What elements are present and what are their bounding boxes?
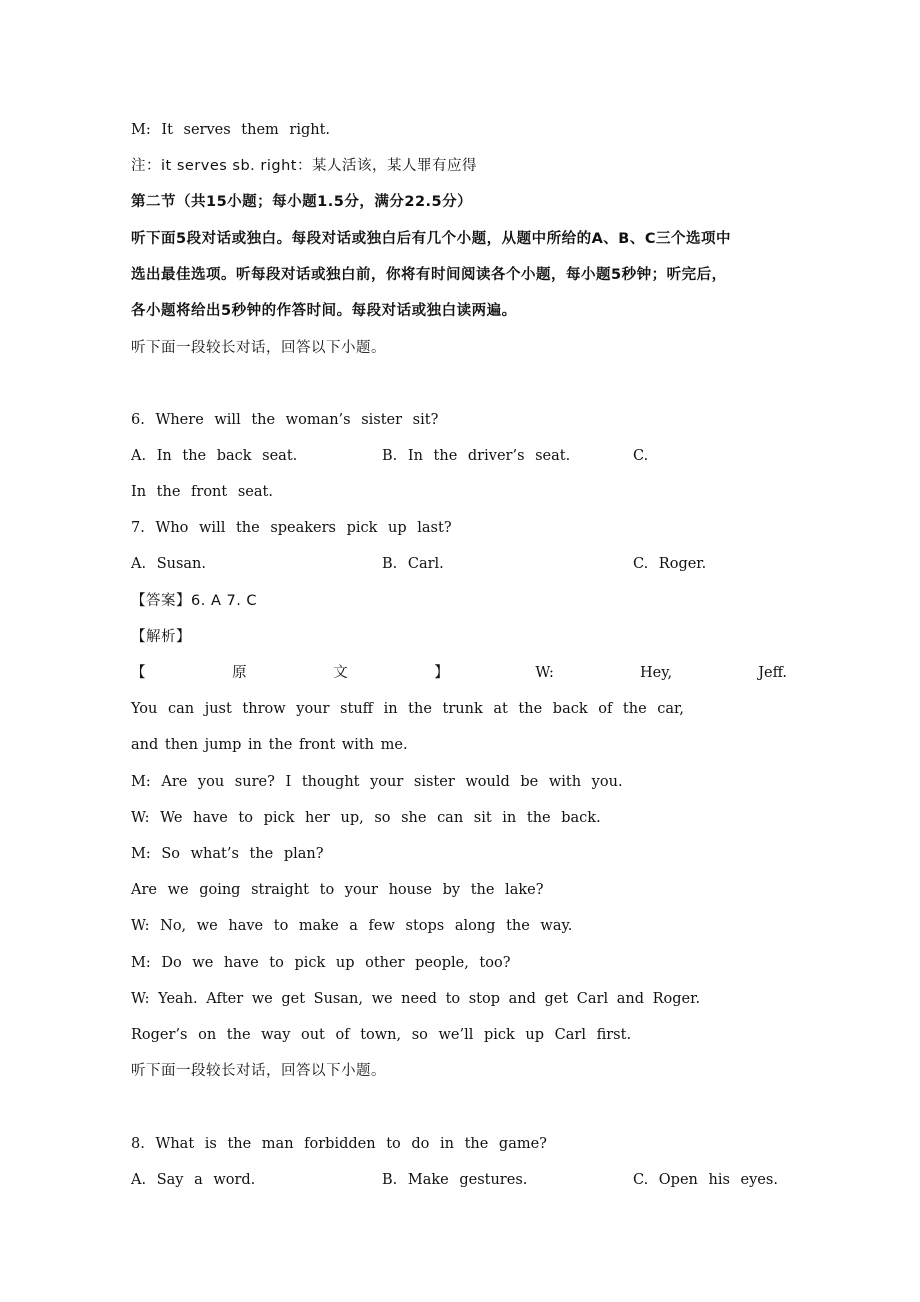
transcript-line: W: Yeah. After we get Susan, we need to stop and get Carl and Roger.: [131, 991, 701, 1007]
answer-line: 【答案】6. A 7. C: [131, 593, 258, 609]
transcript-line: W: We have to pick her up, so she can sit in the back.: [131, 810, 601, 826]
transcript-line: Are we going straight to your house by the lake?: [131, 882, 544, 898]
dialogue-intro: 听下面一段较长对话，回答以下小题。: [131, 340, 386, 356]
option-b: B. Make gestures.: [382, 1172, 528, 1188]
transcript-line: and then jump in the front with me.: [131, 737, 408, 753]
option-a: A. In the back seat.: [131, 448, 298, 464]
transcript-line: M: Do we have to pick up other people, too?: [131, 955, 511, 971]
option-c: C. Open his eyes.: [633, 1172, 778, 1188]
option-c: C. Roger.: [633, 556, 707, 572]
dialogue-line: M: It serves them right.: [131, 122, 331, 138]
instruction-line: 各小题将给出5秒钟的作答时间。每段对话或独白读两遍。: [131, 303, 517, 319]
note-line: 注：it serves sb. right：某人活该，某人罪有应得: [131, 158, 477, 174]
option-c: C.: [633, 448, 649, 464]
transcript-line: Roger’s on the way out of town, so we’ll pick up Carl first.: [131, 1027, 632, 1043]
instruction-line: 选出最佳选项。听每段对话或独白前，你将有时间阅读各个小题，每小题5秒钟；听完后，: [131, 267, 727, 283]
transcript-line: You can just throw your stuff in the trunk at the back of the car,: [131, 701, 685, 717]
option-a: A. Susan.: [131, 556, 206, 572]
option-b: B. In the driver’s seat.: [382, 448, 571, 464]
question-stem: 8. What is the man forbidden to do in the game?: [131, 1136, 547, 1152]
transcript-line: M: Are you sure? I thought your sister would be with you.: [131, 774, 623, 790]
option-a: A. Say a word.: [131, 1172, 256, 1188]
option-b: B. Carl.: [382, 556, 444, 572]
transcript-line: W: No, we have to make a few stops along the way.: [131, 918, 573, 934]
question-stem: 7. Who will the speakers pick up last?: [131, 520, 452, 536]
transcript-line: M: So what’s the plan?: [131, 846, 324, 862]
option-c-continued: In the front seat.: [131, 484, 273, 500]
section-heading: 第二节（共15小题；每小题1.5分，满分22.5分）: [131, 194, 473, 210]
analysis-label: 【解析】: [131, 629, 191, 645]
instruction-line: 听下面5段对话或独白。每段对话或独白后有几个小题，从题中所给的A、B、C三个选项中: [131, 231, 732, 247]
transcript-heading: 【 原 文 】 W: Hey, Jeff.: [131, 665, 787, 681]
question-stem: 6. Where will the woman’s sister sit?: [131, 412, 439, 428]
dialogue-intro: 听下面一段较长对话，回答以下小题。: [131, 1063, 386, 1079]
